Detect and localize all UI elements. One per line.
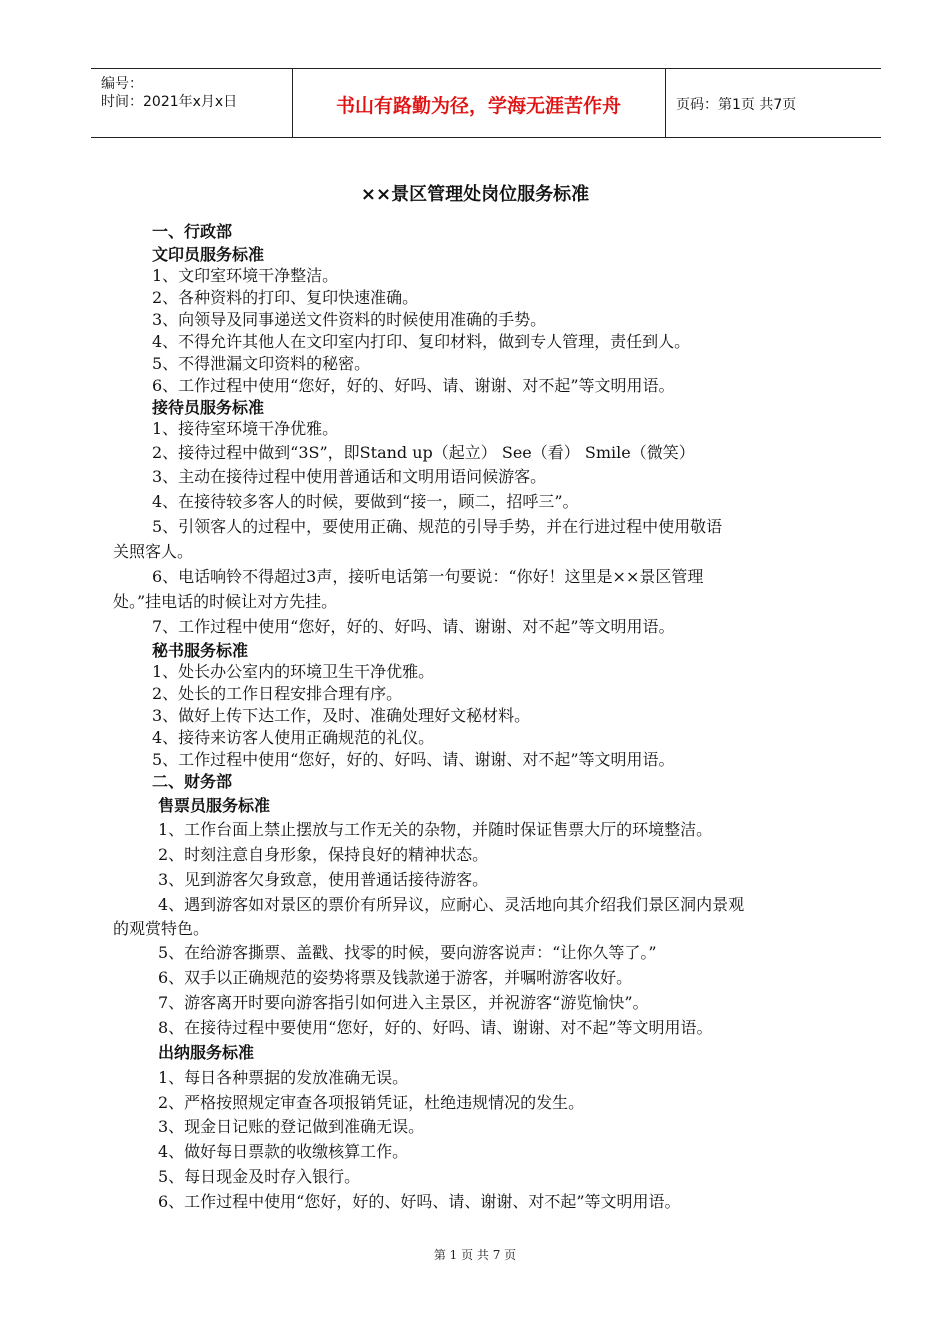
list-item: 5、在给游客撕票、盖戳、找零的时候，要向游客说声：“让你久等了。”	[158, 943, 657, 962]
list-item: 7、游客离开时要向游客指引如何进入主景区，并祝游客“游览愉快”。	[158, 993, 649, 1012]
list-item: 5、引领客人的过程中，要使用正确、规范的引导手势，并在行进过程中使用敬语	[152, 517, 723, 536]
list-item: 2、各种资料的打印、复印快速准确。	[152, 288, 419, 307]
list-item: 6、工作过程中使用“您好，好的、好吗、请、谢谢、对不起”等文明用语。	[158, 1192, 681, 1211]
list-item: 5、每日现金及时存入银行。	[158, 1167, 361, 1186]
page-info: 页码：第1页 共7页	[676, 97, 797, 113]
section-heading: 一、行政部	[152, 222, 233, 241]
document-title: ××景区管理处岗位服务标准	[360, 184, 590, 205]
list-item: 6、电话响铃不得超过3声，接听电话第一句要说：“你好！这里是××景区管理	[152, 567, 704, 586]
list-item: 4、接待来访客人使用正确规范的礼仪。	[152, 728, 435, 747]
list-item: 7、工作过程中使用“您好，好的、好吗、请、谢谢、对不起”等文明用语。	[152, 617, 675, 636]
motto: 书山有路勤为径，学海无涯苦作舟	[335, 95, 621, 117]
list-item: 3、见到游客欠身致意，使用普通话接待游客。	[158, 870, 489, 889]
subsection-heading: 秘书服务标准	[152, 641, 249, 660]
list-item: 1、文印室环境干净整洁。	[152, 266, 339, 285]
list-item: 4、遇到游客如对景区的票价有所异议，应耐心、灵活地向其介绍我们景区洞内景观	[158, 895, 745, 914]
list-item: 3、做好上传下达工作，及时、准确处理好文秘材料。	[152, 706, 531, 725]
list-item: 3、现金日记账的登记做到准确无误。	[158, 1117, 425, 1136]
header-right-cell	[666, 69, 881, 137]
list-item-continuation: 关照客人。	[113, 542, 194, 561]
subsection-heading: 文印员服务标准	[152, 245, 265, 264]
list-item: 5、不得泄漏文印资料的秘密。	[152, 354, 371, 373]
subsection-heading: 接待员服务标准	[152, 398, 265, 417]
time-label: 时间：2021年x月x日	[101, 94, 238, 110]
list-item: 1、处长办公室内的环境卫生干净优雅。	[152, 662, 435, 681]
list-item: 1、接待室环境干净优雅。	[152, 419, 339, 438]
list-item: 2、处长的工作日程安排合理有序。	[152, 684, 403, 703]
list-item: 2、接待过程中做到“3S”，即Stand up（起立） See（看） Smile（微笑）	[152, 443, 695, 462]
list-item: 6、工作过程中使用“您好，好的、好吗、请、谢谢、对不起”等文明用语。	[152, 376, 675, 395]
list-item-continuation: 的观赏特色。	[113, 919, 210, 938]
subsection-heading: 出纳服务标准	[158, 1043, 255, 1062]
header-motto-cell	[292, 69, 666, 137]
list-item: 3、主动在接待过程中使用普通话和文明用语问候游客。	[152, 467, 547, 486]
list-item: 8、在接待过程中要使用“您好，好的、好吗、请、谢谢、对不起”等文明用语。	[158, 1018, 713, 1037]
list-item: 5、工作过程中使用“您好，好的、好吗、请、谢谢、对不起”等文明用语。	[152, 750, 675, 769]
page-footer: 第 1 页 共 7 页	[433, 1248, 517, 1262]
list-item: 2、严格按照规定审查各项报销凭证，杜绝违规情况的发生。	[158, 1093, 585, 1112]
list-item: 3、向领导及同事递送文件资料的时候使用准确的手势。	[152, 310, 547, 329]
header-table	[91, 68, 881, 138]
section-heading: 二、财务部	[152, 772, 233, 791]
header-left-cell	[91, 69, 293, 137]
list-item: 4、做好每日票款的收缴核算工作。	[158, 1142, 409, 1161]
list-item: 4、在接待较多客人的时候，要做到“接一，顾二，招呼三”。	[152, 492, 579, 511]
list-item: 6、双手以正确规范的姿势将票及钱款递于游客，并嘱咐游客收好。	[158, 968, 633, 987]
list-item: 1、每日各种票据的发放准确无误。	[158, 1068, 409, 1087]
list-item-continuation: 处。”挂电话的时候让对方先挂。	[113, 592, 338, 611]
number-label: 编号：	[101, 76, 143, 92]
subsection-heading: 售票员服务标准	[158, 796, 271, 815]
list-item: 4、不得允许其他人在文印室内打印、复印材料，做到专人管理，责任到人。	[152, 332, 691, 351]
list-item: 1、工作台面上禁止摆放与工作无关的杂物，并随时保证售票大厅的环境整洁。	[158, 820, 713, 839]
list-item: 2、时刻注意自身形象，保持良好的精神状态。	[158, 845, 489, 864]
